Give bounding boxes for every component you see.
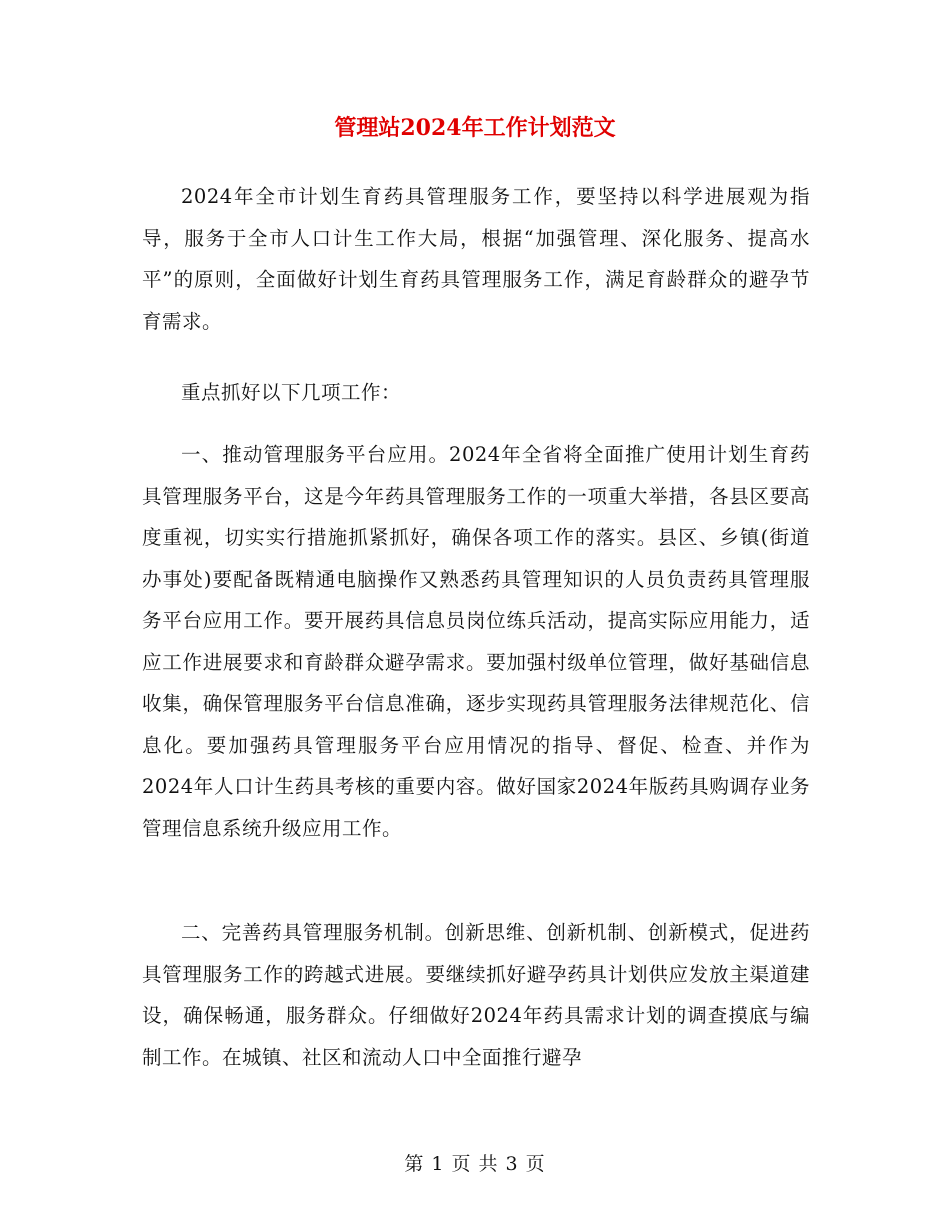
paragraph-key-tasks: 重点抓好以下几项工作： xyxy=(181,381,402,404)
document-title: 管理站2024年工作计划范文 xyxy=(334,115,616,141)
paragraph-section-two: 二、完善药具管理服务机制。创新思维、创新机制、创新模式，促进药具管理服务工作的跨越式进展。要继续抓好避孕药具计划供应发放主渠道建设，确保畅通，服务群众。仔细做好2024年药具需求计划的调查摸底与编制工作。在城镇、社区和流动人口中全面推行避孕 xyxy=(142,921,810,1069)
page-footer: 第 1 页 共 3 页 xyxy=(404,1153,546,1175)
paragraph-intro: 2024年全市计划生育药具管理服务工作，要坚持以科学进展观为指导，服务于全市人口计生工作大局，根据“加强管理、深化服务、提高水平”的原则，全面做好计划生育药具管理服务工作，满足育龄群众的避孕节育需求。 xyxy=(142,185,810,333)
paragraph-section-one: 一、推动管理服务平台应用。2024年全省将全面推广使用计划生育药具管理服务平台，这是今年药具管理服务工作的一项重大举措，各县区要高度重视，切实实行措施抓紧抓好，确保各项工作的落实。县区、乡镇(街道办事处)要配备既精通电脑操作又熟悉药具管理知识的人员负责药具管理服务平台应用工作。要开展药具信息员岗位练兵活动，提高实际应用能力，适应工作进展要求和育龄群众避孕需求。要加强村级单位管理，做好基础信息收集，确保管理服务平台信息准确，逐步实现药具管理服务法律规范化、信息化。要加强药具管理服务平台应用情况的指导、督促、检查、并作为2024年人口计生药具考核的重要内容。做好国家2024年版药具购调存业务管理信息系统升级应用工作。 xyxy=(142,443,810,840)
